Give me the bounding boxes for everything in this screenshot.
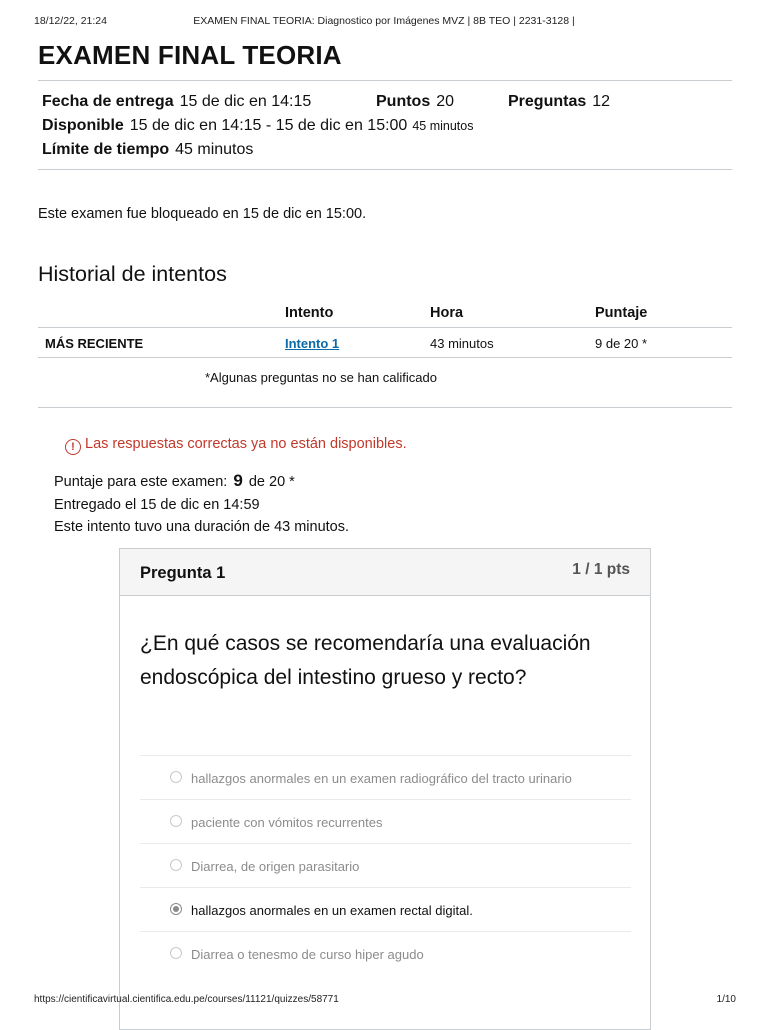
print-datetime: 18/12/22, 21:24 xyxy=(34,15,107,27)
questions-label: Preguntas xyxy=(508,93,587,110)
history-footnote: *Algunas preguntas no se han calificado xyxy=(205,370,437,385)
column-header-attempt: Intento xyxy=(285,300,430,328)
quiz-details xyxy=(42,90,611,162)
question-text: ¿En qué casos se recomendaría una evaluación endoscópica del intestino grueso y recto? xyxy=(140,632,591,689)
score-suffix: de 20 * xyxy=(248,474,295,490)
answer-option[interactable] xyxy=(140,843,631,887)
answer-list xyxy=(140,755,631,975)
score-line xyxy=(54,470,349,494)
available-value: 15 de dic en 14:15 - 15 de dic en 15:00 xyxy=(129,117,408,134)
print-footer xyxy=(34,994,736,1005)
time-limit-value: 45 minutos xyxy=(175,141,254,158)
empty-header xyxy=(38,300,285,328)
column-header-time: Hora xyxy=(430,300,595,328)
print-header xyxy=(34,15,734,29)
print-page-number: 1/10 xyxy=(716,994,736,1005)
duration-line: Este intento tuvo una duración de 43 minutos. xyxy=(54,519,350,535)
answer-text: paciente con vómitos recurrentes xyxy=(191,815,383,830)
questions-value: 12 xyxy=(592,93,611,110)
page-title: EXAMEN FINAL TEORIA xyxy=(38,40,342,70)
radio-button[interactable] xyxy=(170,947,182,959)
available-label: Disponible xyxy=(42,117,124,134)
question-title: Pregunta 1 xyxy=(140,564,226,582)
available-duration: 45 minutos xyxy=(412,119,474,133)
score-value: 9 xyxy=(233,471,243,490)
radio-button[interactable] xyxy=(170,859,182,871)
attempt-history-table xyxy=(38,300,732,358)
radio-button-selected[interactable] xyxy=(170,903,182,915)
print-url: https://cientificavirtual.cientifica.edu.pe/courses/11121/quizzes/58771 xyxy=(34,994,339,1005)
radio-button[interactable] xyxy=(170,815,182,827)
attempt-time: 43 minutos xyxy=(430,328,595,358)
time-limit-label: Límite de tiempo xyxy=(42,141,170,158)
divider xyxy=(38,80,732,81)
table-row xyxy=(38,328,732,358)
divider xyxy=(38,169,732,170)
attempt-summary xyxy=(54,470,349,539)
due-label: Fecha de entrega xyxy=(42,93,174,110)
answers-unavailable-warning xyxy=(65,436,407,455)
question-card xyxy=(119,548,651,1030)
warning-text: Las respuestas correctas ya no están disponibles. xyxy=(85,436,407,452)
column-header-score: Puntaje xyxy=(595,300,732,328)
submitted-line: Entregado el 15 de dic en 14:59 xyxy=(54,496,260,513)
answer-option[interactable] xyxy=(140,931,631,975)
answer-option[interactable] xyxy=(140,799,631,843)
attempt-1-link[interactable]: Intento 1 xyxy=(285,335,340,351)
answer-text: Diarrea o tenesmo de curso hiper agudo xyxy=(191,947,424,962)
answer-option-selected[interactable] xyxy=(140,887,631,931)
attempt-score: 9 de 20 * xyxy=(595,328,732,358)
points-value: 20 xyxy=(436,93,455,110)
answer-text: hallazgos anormales en un examen radiográfico del tracto urinario xyxy=(191,771,572,786)
most-recent-label: MÁS RECIENTE xyxy=(38,328,285,358)
radio-button[interactable] xyxy=(170,771,182,783)
points-label: Puntos xyxy=(376,93,431,110)
due-value: 15 de dic en 14:15 xyxy=(179,93,312,110)
question-points: 1 / 1 pts xyxy=(572,561,630,578)
answer-text: hallazgos anormales en un examen rectal digital. xyxy=(191,903,473,918)
history-title: Historial de intentos xyxy=(38,262,227,286)
print-page-title: EXAMEN FINAL TEORIA: Diagnostico por Imágenes MVZ | 8B TEO | 2231-3128 | xyxy=(193,15,575,27)
table-header-row xyxy=(38,300,732,328)
locked-notice: Este examen fue bloqueado en 15 de dic en 15:00. xyxy=(38,206,367,222)
divider xyxy=(38,407,732,408)
warning-icon: ! xyxy=(65,439,81,455)
question-header xyxy=(120,549,650,596)
answer-option[interactable] xyxy=(140,755,631,799)
answer-text: Diarrea, de origen parasitario xyxy=(191,859,360,874)
score-prefix: Puntaje para este examen: xyxy=(54,474,228,490)
